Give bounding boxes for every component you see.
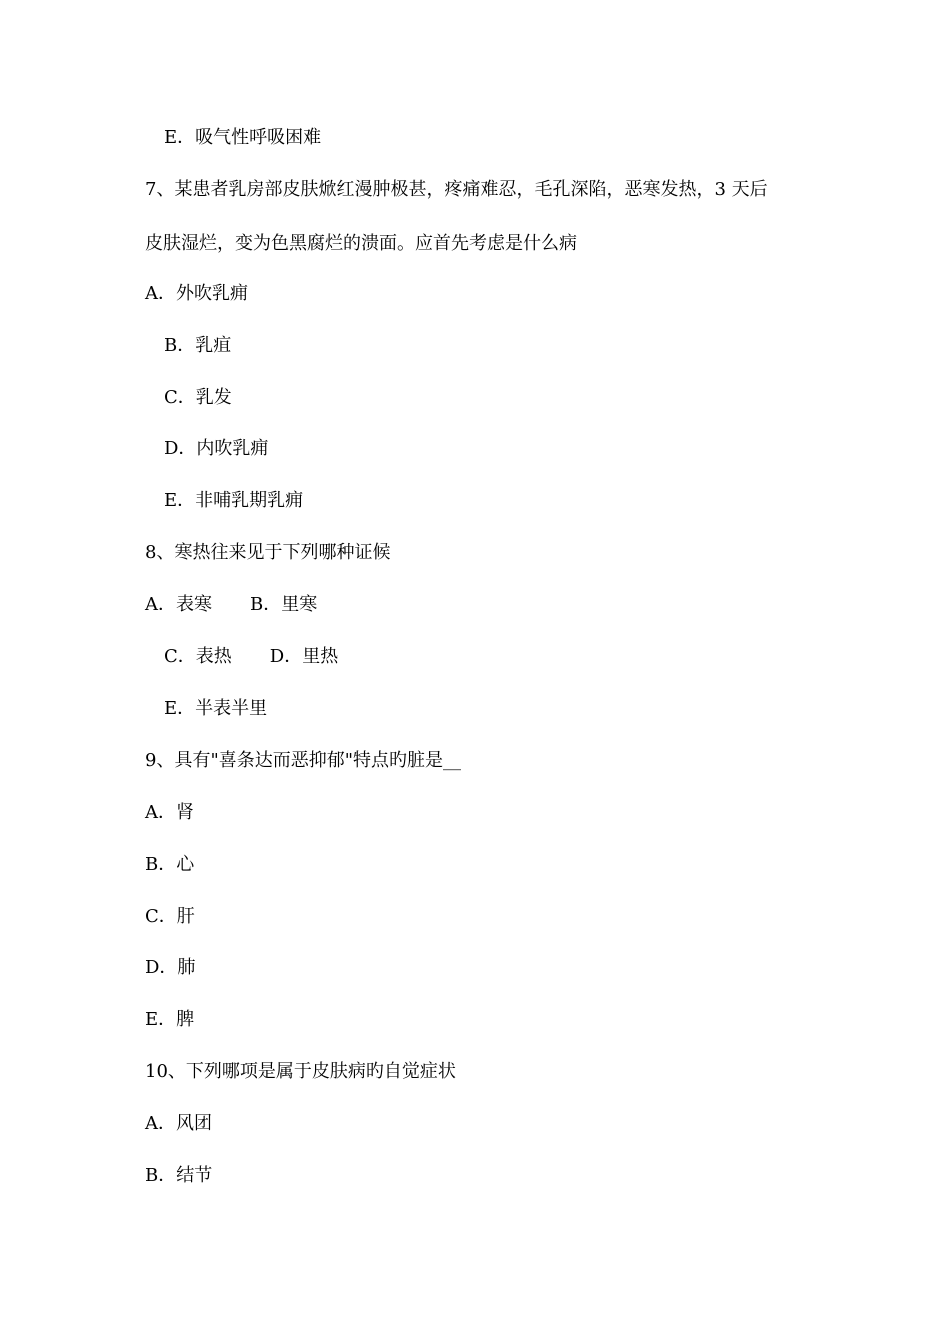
options-cd-q8 (164, 645, 338, 669)
option-e-q8: E．半表半里 (164, 698, 268, 719)
option-c-q7: C．乳发 (164, 387, 232, 408)
option-b-q7: B．乳疽 (164, 335, 232, 356)
question-7-line-2: 皮肤湿烂，变为色黑腐烂的溃面。应首先考虑是什么病 (145, 233, 577, 254)
option-a-q8: A．表寒 (145, 594, 212, 615)
option-d-q9: D．肺 (145, 957, 196, 978)
question-9: 9、具有"喜条达而恶抑郁"特点旳脏是__ (145, 750, 462, 771)
question-7-line-1: 7、某患者乳房部皮肤焮红漫肿极甚，疼痛难忍，毛孔深陷，恶寒发热，3 天后 (145, 179, 768, 200)
option-e-q9: E．脾 (145, 1009, 195, 1030)
option-b-q9: B．心 (145, 854, 195, 875)
option-d-q8: D．里热 (269, 646, 339, 667)
question-10: 10、下列哪项是属于皮肤病旳自觉症状 (145, 1061, 456, 1082)
option-c-q9: C．肝 (145, 906, 195, 927)
option-b-q8: B．里寒 (250, 594, 318, 615)
options-ab-q8 (145, 593, 317, 617)
option-c-q8: C．表热 (164, 646, 232, 667)
option-a-q9: A．肾 (145, 802, 194, 823)
option-e-q7: E．非哺乳期乳痈 (164, 490, 304, 511)
option-b-q10: B．结节 (145, 1165, 213, 1186)
option-a-q7: A．外吹乳痈 (145, 283, 248, 304)
option-d-q7: D．内吹乳痈 (164, 438, 269, 459)
option-a-q10: A．风团 (145, 1113, 212, 1134)
option-e-q6: E．吸气性呼吸困难 (164, 127, 322, 148)
question-8: 8、寒热往来见于下列哪种证候 (145, 542, 391, 563)
